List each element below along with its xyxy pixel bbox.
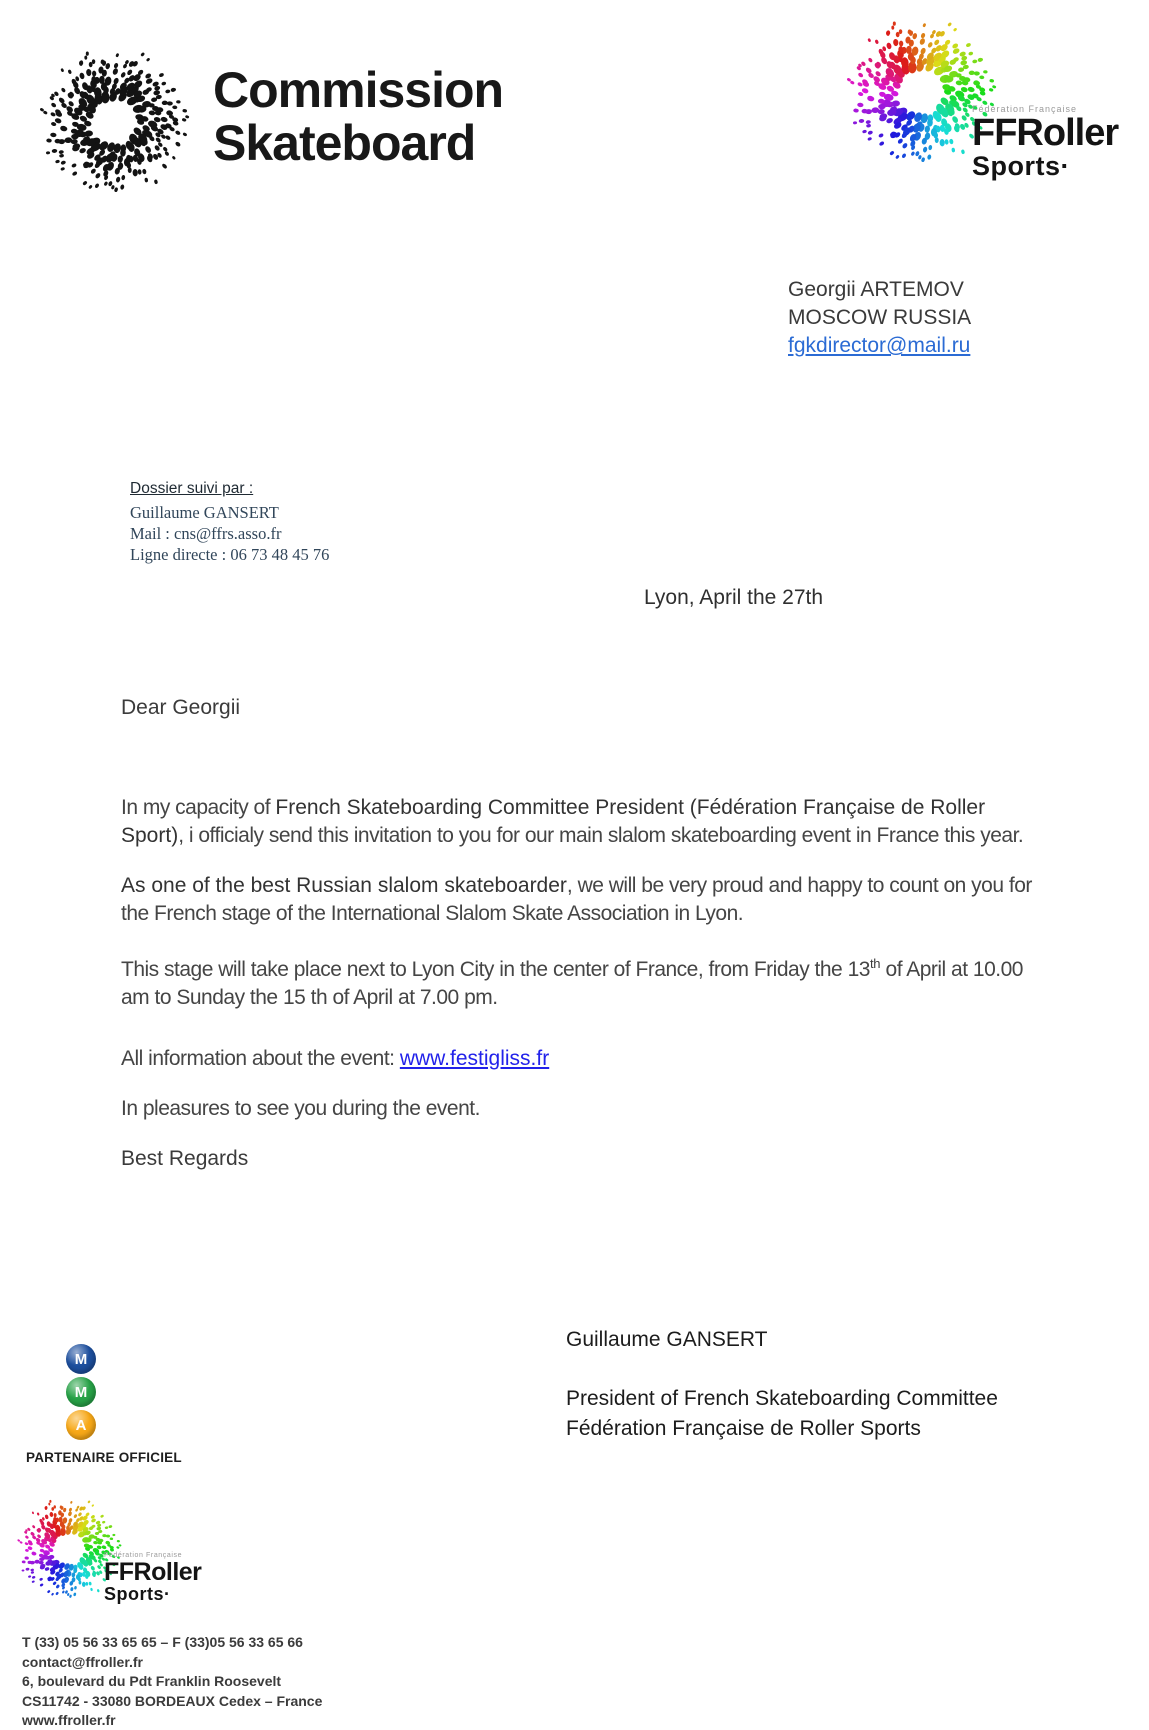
dossier-contact-phone: Ligne directe : 06 73 48 45 76 (130, 545, 330, 564)
dossier-contact-name: Guillaume GANSERT (130, 503, 279, 522)
recipient-email-link[interactable]: fgkdirector@mail.ru (788, 334, 971, 357)
commission-wordmark-line1: Commission (213, 62, 504, 118)
letter-body (121, 694, 1041, 1173)
footer-address-line2: CS11742 - 33080 BORDEAUX Cedex – France (22, 1692, 323, 1709)
paragraph-text: All information about the event: (121, 1047, 400, 1070)
commission-skateboard-sunburst-icon (38, 46, 190, 198)
letter-paragraph (121, 794, 1041, 850)
partner-badge-a-icon: A (66, 1410, 96, 1440)
commission-skateboard-wordmark (213, 64, 503, 170)
letter-paragraph (121, 1045, 1041, 1073)
paragraph-text: , we will be very proud and happy to count on you for the French stage of the International Slalom Skate Association in Lyon. (121, 874, 1032, 925)
paragraph-text: , i officialy send this invitation to you for our main slalom skateboarding event in France this year. (178, 824, 1024, 847)
signature-title1: President of French Skateboarding Committee (566, 1387, 998, 1410)
partner-official-label: PARTENAIRE OFFICIEL (26, 1450, 182, 1465)
letter-paragraphs (121, 794, 1041, 1123)
paragraph-text: This stage will take place next to Lyon City in the center of France, from Friday the 13 (121, 958, 870, 981)
recipient-city: MOSCOW RUSSIA (788, 306, 972, 329)
letter-paragraph (121, 872, 1041, 928)
letter-paragraph (121, 950, 1041, 1012)
ffroller-small-text: Fédération Française (972, 104, 1078, 114)
ffroller-wordmark-line1: FFRoller (972, 112, 1119, 154)
footer-address-line1: 6, boulevard du Pdt Franklin Roosevelt (22, 1673, 282, 1689)
footer-website-line: www.ffroller.fr (22, 1712, 116, 1728)
paragraph-text: In pleasures to see you during the event. (121, 1097, 480, 1120)
ffroller-footer-wordmark (104, 1552, 201, 1604)
partner-badge-m-icon: M (66, 1377, 96, 1407)
paragraph-text: French Skateboarding Committee President (Fédération Française de Roller Sport) (121, 796, 986, 847)
footer-contact-block (22, 1633, 322, 1730)
paragraph-text: In my capacity of (121, 796, 276, 819)
paragraph-text: of April at 10.00 am to Sunday the 15 th of April at 7.00 pm. (121, 958, 1023, 1009)
salutation: Dear Georgii (121, 696, 241, 719)
festigliss-link[interactable]: www.festigliss.fr (399, 1047, 550, 1070)
dossier-block (130, 480, 329, 565)
partner-badge-m-icon: M (66, 1344, 96, 1374)
letter-paragraph (121, 1095, 1041, 1123)
dossier-title: Dossier suivi par : (130, 480, 254, 497)
ffroller-wordmark (972, 104, 1118, 180)
closing: Best Regards (121, 1147, 249, 1170)
partner-badges (66, 1344, 96, 1443)
dossier-contact-mail: Mail : cns@ffrs.asso.fr (130, 524, 282, 543)
ffroller-footer-small-text: Fédération Française (104, 1552, 183, 1559)
footer-email-line: contact@ffroller.fr (22, 1653, 144, 1670)
ffroller-footer-wordmark-line1: FFRoller (104, 1558, 202, 1586)
recipient-block (788, 276, 971, 360)
ffroller-footer-wordmark-line2: Sports· (104, 1584, 171, 1604)
ffroller-wordmark-line2: Sports· (972, 151, 1070, 181)
recipient-name: Georgii ARTEMOV (788, 278, 964, 301)
footer-phone-line: T (33) 05 56 33 65 65 – F (33)05 56 33 65 66 (22, 1634, 303, 1650)
signature-name: Guillaume GANSERT (566, 1328, 768, 1351)
signature-title2: Fédération Française de Roller Sports (566, 1417, 921, 1440)
paragraph-text: th (869, 956, 881, 971)
signature-block (566, 1326, 998, 1444)
commission-wordmark-line2: Skateboard (213, 115, 476, 171)
date-line: Lyon, April the 27th (644, 586, 824, 609)
paragraph-text: As one of the best Russian slalom skateboarder (121, 874, 567, 897)
